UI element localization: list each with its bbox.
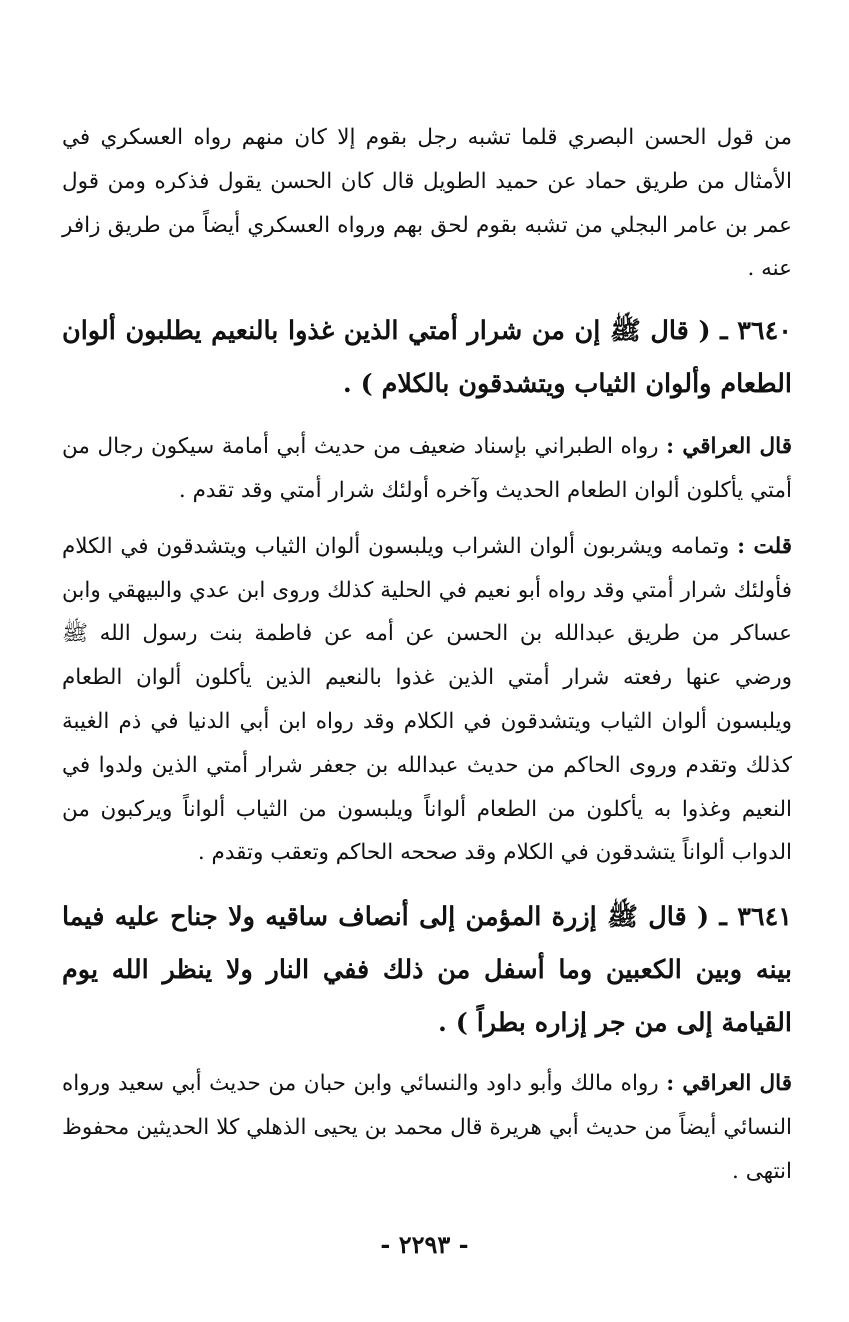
iraqi-text-3641: رواه مالك وأبو داود والنسائي وابن حبان من حديث أبي سعيد ورواه النسائي أيضاً من حديث أبي هريرة قال محمد بن يحيى الذهلي كلا الحديثين محفوظ انتهى .	[62, 1071, 792, 1184]
iraqi-lead-3640: قال العراقي :	[666, 434, 792, 460]
page-number: - ٢٢٩٣ -	[380, 1230, 469, 1259]
intro-text: من قول الحسن البصري قلما تشبه رجل بقوم إلا كان منهم رواه العسكري في الأمثال من طريق حماد عن حميد الطويل قال كان الحسن يقول فذكره ومن قول عمر بن عامر البجلي من تشبه بقوم لحق بهم ورواه العسكري أيضاً من طريق زافر عنه .	[62, 125, 792, 282]
hadith-3641	[62, 891, 792, 1050]
iraqi-commentary-3641	[62, 1062, 792, 1193]
iraqi-lead-3641: قال العراقي :	[666, 1071, 792, 1097]
qultu-commentary-3640	[62, 525, 792, 875]
qultu-lead-3640: قلت :	[737, 533, 792, 559]
iraqi-commentary-3640	[62, 425, 792, 513]
intro-paragraph	[62, 116, 792, 291]
hadith-3641-text: ٣٦٤١ ـ ( قال ﷺ إزرة المؤمن إلى أنصاف ساقيه ولا جناح عليه فيما بينه وبين الكعبين وما أسفل من ذلك ففي النار ولا ينظر الله يوم القيامة إلى من جر إزاره بطراً ) .	[62, 902, 792, 1039]
hadith-3640	[62, 305, 792, 411]
iraqi-text-3640: رواه الطبراني بإسناد ضعيف من حديث أبي أمامة سيكون رجال من أمتي يأكلون ألوان الطعام الحديث وآخره أولئك شرار أمتي وقد تقدم .	[62, 434, 792, 503]
page-body	[62, 116, 792, 1194]
qultu-text-3640: وتمامه ويشربون ألوان الشراب ويلبسون ألوان الثياب ويتشدقون في الكلام فأولئك شرار أمتي وقد رواه أبو نعيم في الحلية كذلك وروى ابن عدي والبيهقي وابن عساكر من طريق عبدالله بن الحسن عن أمه عن فاطمة بنت رسول الله ﷺ ورضي عنها رفعته شرار أمتي الذين غذوا بالنعيم الذين يأكلون ألوان الطعام ويلبسون ألوان الثياب ويتشدقون في الكلام وقد رواه ابن أبي الدنيا في ذم الغيبة كذلك وتقدم وروى الحاكم من حديث عبدالله بن جعفر شرار أمتي الذين ولدوا في النعيم وغذوا به يأكلون من الطعام ألواناً ويلبسون من الثياب ألواناً ويركبون من الدواب ألواناً يتشدقون في الكلام وقد صححه الحاكم وتعقب وتقدم .	[62, 533, 792, 866]
hadith-3640-text: ٣٦٤٠ ـ ( قال ﷺ إن من شرار أمتي الذين غذوا بالنعيم يطلبون ألوان الطعام وألوان الثياب ويتشدقون بالكلام ) .	[62, 316, 792, 400]
